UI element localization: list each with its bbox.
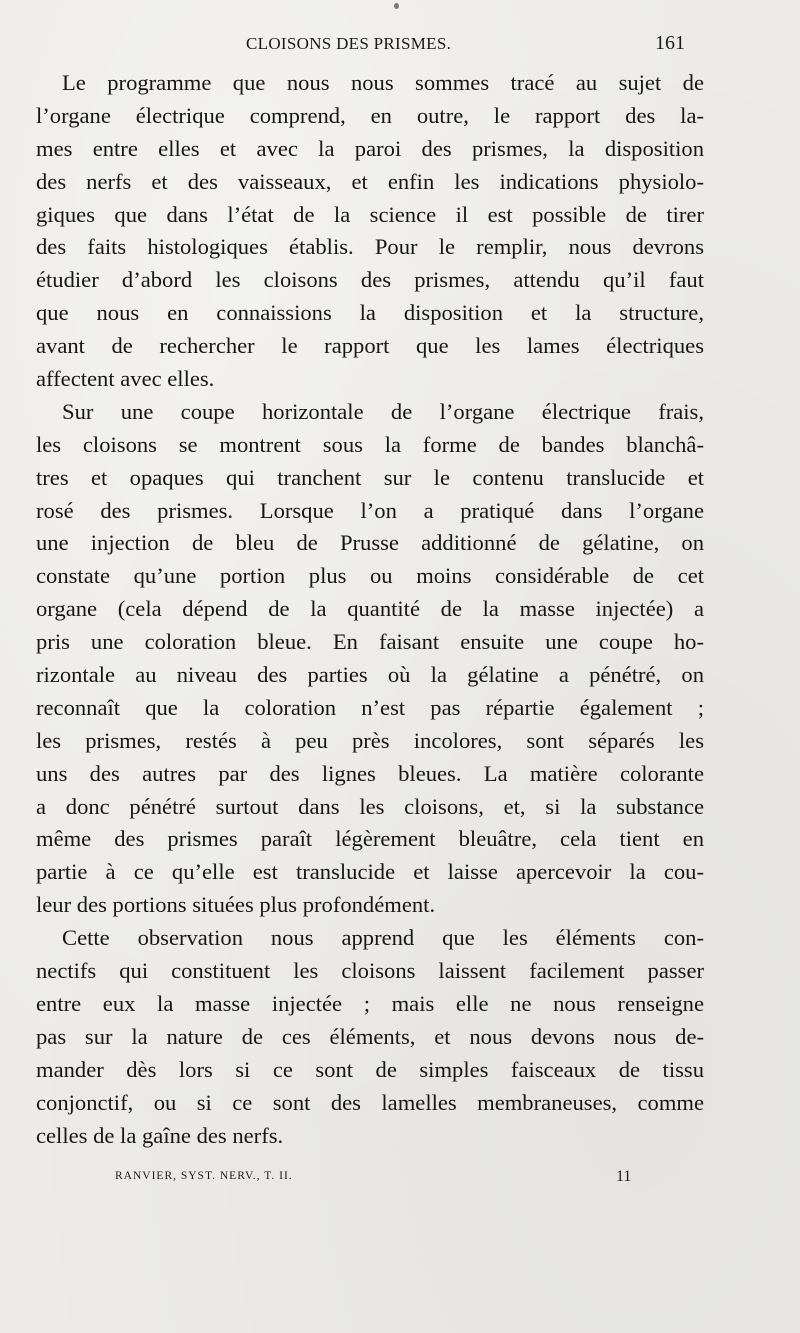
- ink-dot: [394, 3, 399, 9]
- text-line: leur des portions situées plus profondément.: [36, 892, 436, 918]
- signature-mark: 11: [616, 1168, 632, 1185]
- text-line: étudier d’abord les cloisons des prismes, attendu qu’il faut: [36, 267, 704, 293]
- text-line: celles de la gaîne des nerfs.: [36, 1122, 284, 1148]
- text-line: organe (cela dépend de la quantité de la masse injectée) a: [36, 596, 704, 622]
- footer-reference: RANVIER, SYST. NERV., T. II.: [115, 1170, 293, 1182]
- text-line: mes entre elles et avec la paroi des prismes, la disposition: [36, 135, 704, 161]
- text-line: Cette observation nous apprend que les éléments con-: [62, 925, 704, 951]
- text-line: que nous en connaissions la disposition et la structure,: [36, 300, 704, 326]
- text-line: des faits histologiques établis. Pour le remplir, nous devrons: [36, 234, 704, 260]
- text-line: a donc pénétré surtout dans les cloisons, et, si la substance: [36, 793, 704, 819]
- page-number: 161: [655, 32, 685, 54]
- text-line: reconnaît que la coloration n’est pas répartie également ;: [36, 694, 704, 720]
- text-line: l’organe électrique comprend, en outre, le rapport des la-: [36, 102, 704, 128]
- text-line: des nerfs et des vaisseaux, et enfin les indications physiolo-: [36, 168, 704, 194]
- running-head: [0, 32, 800, 58]
- text-line: nectifs qui constituent les cloisons laissent facilement passer: [36, 958, 704, 984]
- text-line: conjonctif, ou si ce sont des lamelles membraneuses, comme: [36, 1089, 704, 1115]
- text-line: constate qu’une portion plus ou moins considérable de cet: [36, 563, 704, 589]
- running-title: CLOISONS DES PRISMES.: [246, 34, 452, 53]
- text-line: rosé des prismes. Lorsque l’on a pratiqué dans l’organe: [36, 497, 704, 523]
- body-text: [36, 67, 704, 1152]
- text-line: les cloisons se montrent sous la forme de bandes blanchâ-: [36, 431, 704, 457]
- text-line: Le programme que nous nous sommes tracé au sujet de: [62, 70, 704, 95]
- page-footer: [0, 1168, 800, 1192]
- text-line: partie à ce qu’elle est translucide et laisse apercevoir la cou-: [36, 859, 704, 885]
- text-line: entre eux la masse injectée ; mais elle ne nous renseigne: [36, 990, 704, 1016]
- text-line: uns des autres par des lignes bleues. La matière colorante: [36, 760, 704, 786]
- text-line: mander dès lors si ce sont de simples faisceaux de tissu: [36, 1056, 704, 1082]
- text-line: affectent avec elles.: [36, 366, 215, 392]
- text-line: rizontale au niveau des parties où la gélatine a pénétré, on: [36, 662, 704, 688]
- text-line: une injection de bleu de Prusse additionné de gélatine, on: [36, 530, 704, 556]
- text-line: pris une coloration bleue. En faisant ensuite une coupe ho-: [36, 629, 704, 655]
- text-line: pas sur la nature de ces éléments, et nous devons nous de-: [36, 1023, 704, 1049]
- text-line: les prismes, restés à peu près incolores, sont séparés les: [36, 727, 704, 753]
- text-line: Sur une coupe horizontale de l’organe électrique frais,: [62, 398, 704, 424]
- text-line: avant de rechercher le rapport que les lames électriques: [36, 333, 704, 359]
- text-line: giques que dans l’état de la science il est possible de tirer: [36, 201, 704, 227]
- text-line: même des prismes paraît légèrement bleuâtre, cela tient en: [36, 826, 704, 852]
- text-line: tres et opaques qui tranchent sur le contenu translucide et: [36, 464, 704, 490]
